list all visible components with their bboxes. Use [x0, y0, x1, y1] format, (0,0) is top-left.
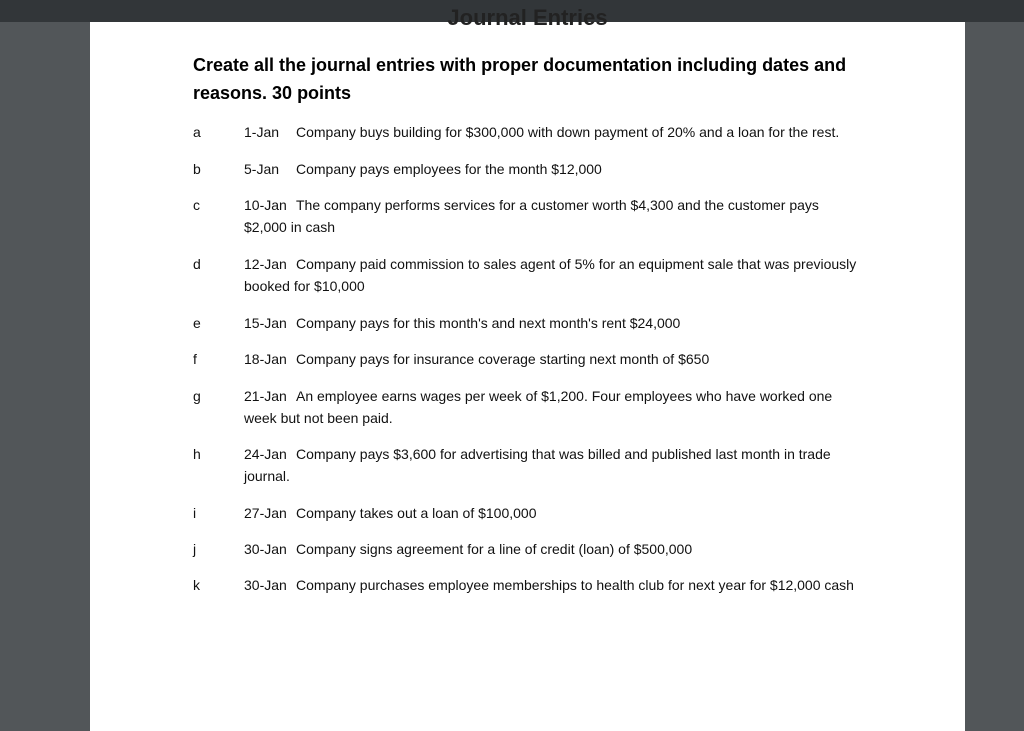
- entry-letter: j: [193, 541, 197, 557]
- entry-date: 24-Jan: [244, 446, 287, 462]
- entry-letter: a: [193, 124, 201, 140]
- entry-date: 1-Jan: [244, 124, 280, 140]
- entry-content: [244, 158, 864, 180]
- entry-text: Company pays for insurance coverage starting next month of $650: [296, 351, 710, 367]
- entry-letter: k: [193, 577, 200, 593]
- entry-content: [244, 502, 864, 524]
- entry-text: Company paid commission to sales agent of 5% for an equipment sale that was previously booked for $10,000: [244, 256, 857, 294]
- entry-letter: c: [193, 197, 200, 213]
- entry-content: [244, 348, 864, 370]
- entry-letter: e: [193, 315, 201, 331]
- entry-date: 10-Jan: [244, 197, 287, 213]
- entry-date: 30-Jan: [244, 541, 287, 557]
- entry-content: [244, 194, 864, 238]
- entry-letter: b: [193, 161, 201, 177]
- entry-text: An employee earns wages per week of $1,200. Four employees who have worked one week but not been paid.: [244, 388, 833, 426]
- entry-date: 18-Jan: [244, 351, 287, 367]
- entry-text: Company pays for this month's and next month's rent $24,000: [296, 315, 681, 331]
- page-title: Create all the journal entries with proper documentation including dates and reasons. 30 points: [193, 55, 847, 103]
- entry-letter: g: [193, 388, 201, 404]
- entry-date: 21-Jan: [244, 388, 287, 404]
- entry-letter: d: [193, 256, 201, 272]
- entry-content: [244, 121, 864, 143]
- entry-content: [244, 574, 864, 596]
- document-page: [90, 5, 965, 731]
- entry-text: Company signs agreement for a line of credit (loan) of $500,000: [296, 541, 693, 557]
- entry-date: 5-Jan: [244, 161, 280, 177]
- entry-text: Company takes out a loan of $100,000: [296, 505, 537, 521]
- entry-text: The company performs services for a customer worth $4,300 and the customer pays $2,000 in cash: [244, 197, 819, 235]
- entry-letter: h: [193, 446, 201, 462]
- entry-date: 12-Jan: [244, 256, 287, 272]
- entry-text: Company buys building for $300,000 with down payment of 20% and a loan for the rest.: [296, 124, 840, 140]
- entry-text: Company purchases employee memberships to health club for next year for $12,000 cash: [296, 577, 854, 593]
- entry-letter: f: [193, 351, 197, 367]
- entry-content: [244, 538, 864, 560]
- entry-content: [244, 443, 864, 487]
- entry-content: [244, 385, 864, 429]
- entry-date: 27-Jan: [244, 505, 287, 521]
- entry-letter: i: [193, 505, 197, 521]
- page-header: Journal Entries: [447, 5, 608, 30]
- entry-text: Company pays $3,600 for advertising that was billed and published last month in trade journal.: [244, 446, 831, 484]
- entry-content: [244, 253, 864, 297]
- entry-date: 15-Jan: [244, 315, 287, 331]
- entry-date: 30-Jan: [244, 577, 287, 593]
- entry-content: [244, 312, 864, 334]
- entry-text: Company pays employees for the month $12,000: [296, 161, 602, 177]
